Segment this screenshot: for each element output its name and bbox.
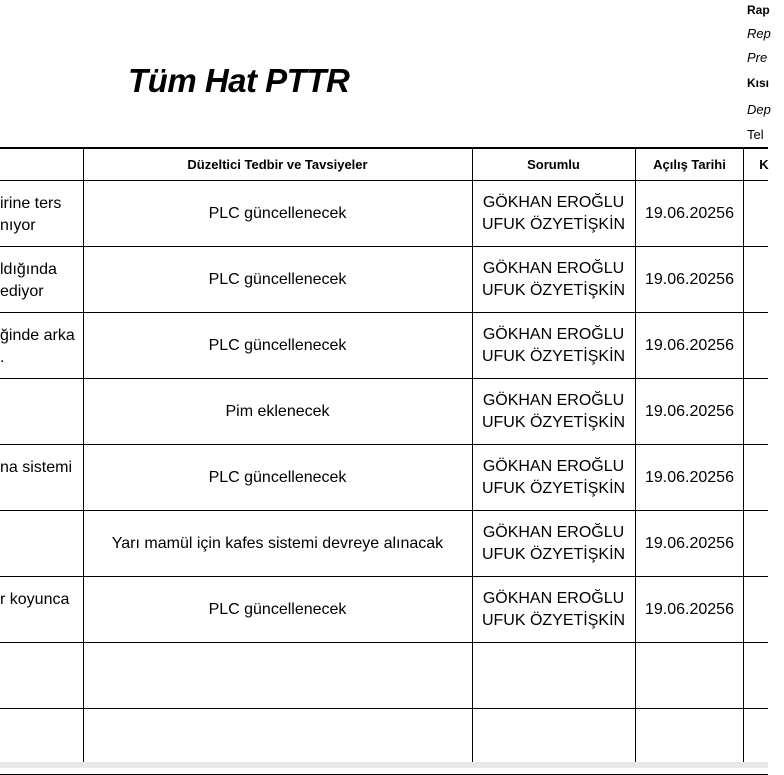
- responsible-cell: [472, 577, 635, 642]
- col-divider: [83, 149, 84, 768]
- meta-label-kisi: Kısı: [747, 76, 770, 90]
- problem-cell: [0, 511, 83, 576]
- k-cell: [744, 643, 784, 708]
- problem-text-fragment: ediyor: [0, 283, 44, 300]
- corrective-action-cell: Pim eklenecek: [225, 402, 330, 420]
- responsible-person: UFUK ÖZYETİŞKİN: [481, 347, 626, 365]
- meta-label-dep: Dep: [747, 102, 771, 117]
- corrective-action-cell: [83, 643, 472, 708]
- header-responsible: Sorumlu: [527, 156, 580, 172]
- opening-date-cell: [635, 643, 744, 708]
- k-cell: [744, 181, 784, 246]
- table-row: [0, 511, 768, 577]
- table-row: [0, 247, 768, 313]
- opening-date-cell: 19.06.20256: [645, 534, 734, 552]
- opening-date-cell: 19.06.20256: [645, 336, 734, 354]
- problem-cell: [0, 577, 83, 642]
- responsible-person: UFUK ÖZYETİŞKİN: [481, 479, 626, 497]
- responsible-cell: [472, 445, 635, 510]
- opening-date-cell: 19.06.20256: [645, 402, 734, 420]
- header-corrective-action: Düzeltici Tedbir ve Tavsiyeler: [187, 156, 368, 172]
- corrective-action-cell: PLC güncellenecek: [208, 336, 347, 354]
- corrective-action-cell: PLC güncellenecek: [208, 468, 347, 486]
- problem-text-fragment: nıyor: [0, 217, 36, 234]
- problem-cell: [0, 313, 83, 378]
- responsible-cell: [472, 181, 635, 246]
- table-header-row: [0, 149, 768, 181]
- corrective-action-cell: Yarı mamül için kafes sistemi devreye alınacak: [111, 534, 444, 552]
- col-divider: [472, 149, 473, 768]
- corrective-action-cell: PLC güncellenecek: [208, 270, 347, 288]
- problem-cell: [0, 643, 83, 708]
- footer-band: [0, 762, 768, 768]
- responsible-cell: [472, 247, 635, 312]
- responsible-person: UFUK ÖZYETİŞKİN: [481, 215, 626, 233]
- responsible-person: UFUK ÖZYETİŞKİN: [481, 545, 626, 563]
- problem-text-fragment: .: [0, 349, 5, 366]
- opening-date-cell: 19.06.20256: [645, 204, 734, 222]
- document-title: Tüm Hat PTTR: [128, 62, 350, 99]
- responsible-person: GÖKHAN EROĞLU: [482, 259, 625, 277]
- responsible-person: GÖKHAN EROĞLU: [482, 325, 625, 343]
- problem-cell: [0, 181, 83, 246]
- meta-label-tel: Tel: [747, 127, 764, 142]
- responsible-person: GÖKHAN EROĞLU: [482, 589, 625, 607]
- responsible-person: UFUK ÖZYETİŞKİN: [481, 611, 626, 629]
- opening-date-cell: 19.06.20256: [645, 600, 734, 618]
- corrective-action-cell: PLC güncellenecek: [208, 204, 347, 222]
- k-cell: [744, 313, 784, 378]
- problem-text-fragment: irine ters: [0, 195, 62, 212]
- responsible-person: GÖKHAN EROĞLU: [482, 193, 625, 211]
- meta-label-rep: Rep: [747, 26, 771, 41]
- col-divider: [635, 149, 636, 768]
- meta-label-pre: Pre: [747, 50, 768, 65]
- responsible-person: GÖKHAN EROĞLU: [482, 391, 625, 409]
- k-cell: [744, 577, 784, 642]
- k-cell: [744, 247, 784, 312]
- problem-text-fragment: r koyunca: [0, 591, 70, 608]
- responsible-cell: [472, 643, 635, 708]
- table-row: [0, 445, 768, 511]
- table-row: [0, 313, 768, 379]
- k-cell: [744, 445, 784, 510]
- header-problem: [0, 149, 83, 180]
- problem-cell: [0, 445, 83, 510]
- table-row: [0, 379, 768, 445]
- header-opening-date: Açılış Tarihi: [653, 156, 726, 172]
- k-cell: [744, 511, 784, 576]
- header-k: K: [759, 156, 769, 172]
- col-divider: [743, 149, 744, 768]
- opening-date-cell: 19.06.20256: [645, 270, 734, 288]
- responsible-cell: [472, 379, 635, 444]
- responsible-cell: [472, 313, 635, 378]
- responsible-person: GÖKHAN EROĞLU: [482, 457, 625, 475]
- responsible-person: GÖKHAN EROĞLU: [482, 523, 625, 541]
- corrective-action-cell: PLC güncellenecek: [208, 600, 347, 618]
- k-cell: [744, 379, 784, 444]
- responsible-cell: [472, 511, 635, 576]
- table-row: [0, 181, 768, 247]
- responsible-person: UFUK ÖZYETİŞKİN: [481, 281, 626, 299]
- problem-cell: [0, 247, 83, 312]
- problem-text-fragment: ldığında: [0, 261, 57, 278]
- problem-text-fragment: na sistemi: [0, 459, 73, 476]
- problem-cell: [0, 379, 83, 444]
- table-row: [0, 577, 768, 643]
- meta-label-rap: Rap: [747, 3, 770, 17]
- opening-date-cell: 19.06.20256: [645, 468, 734, 486]
- responsible-person: UFUK ÖZYETİŞKİN: [481, 413, 626, 431]
- problem-text-fragment: ğinde arka: [0, 327, 75, 344]
- table-row: [0, 643, 768, 709]
